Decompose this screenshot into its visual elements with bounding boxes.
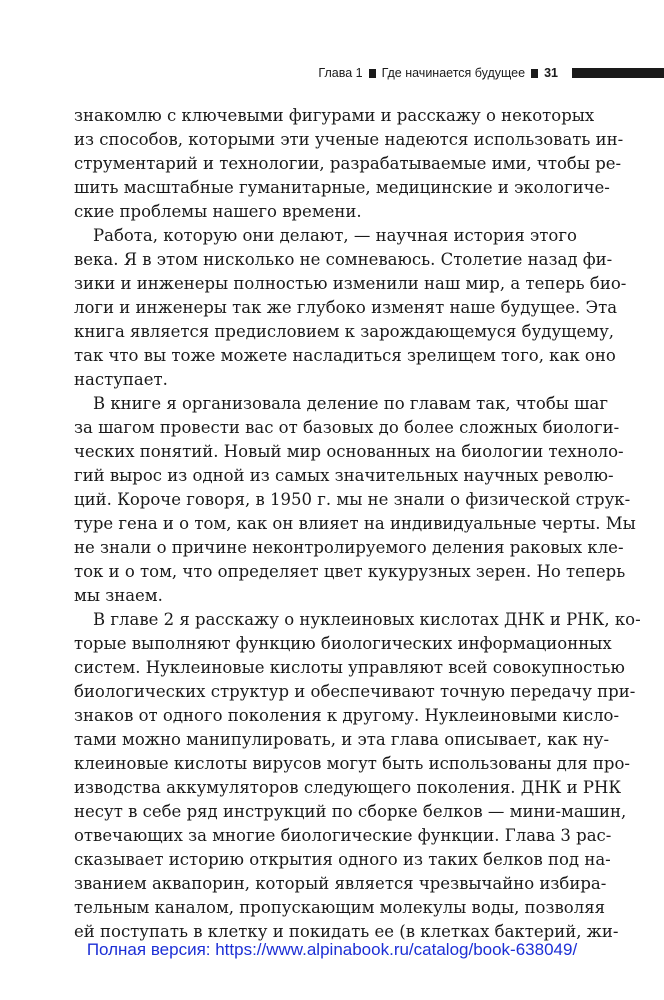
- paragraph: [74, 224, 627, 392]
- paragraph: [74, 392, 636, 608]
- text-line: тельным каналом, пропускающим молекулы воды, позволяя: [74, 898, 606, 917]
- text-line: туре гена и о том, как он влияет на индивидуальные черты. Мы: [74, 514, 636, 533]
- text-line: тами можно манипулировать, и эта глава описывает, как ну-: [74, 730, 610, 749]
- text-line: ций. Короче говоря, в 1950 г. мы не знали о физической струк-: [74, 490, 631, 509]
- full-version-link[interactable]: Полная версия: https://www.alpinabook.ru/catalog/book-638049/: [86, 940, 578, 959]
- text-line: века. Я в этом нисколько не сомневаюсь. Столетие назад фи-: [74, 250, 613, 269]
- page-number: 31: [544, 66, 558, 80]
- text-line: изводства аккумуляторов следующего поколения. ДНК и РНК: [74, 778, 622, 797]
- text-line: книга является предисловием к зарождающемуся будущему,: [74, 322, 615, 341]
- text-line: за шагом провести вас от базовых до более сложных биологи-: [74, 418, 620, 437]
- header-bar: [572, 68, 664, 78]
- text-line: логи и инженеры так же глубоко изменят наше будущее. Эта: [74, 298, 618, 317]
- header-separator-square: [369, 69, 376, 78]
- text-line: торые выполняют функцию биологических информационных: [74, 634, 612, 653]
- text-line: наступает.: [74, 370, 168, 389]
- header-text: [318, 64, 558, 82]
- header-title: Где начинается будущее: [381, 66, 526, 80]
- text-line: из способов, которыми эти ученые надеются использовать ин-: [74, 130, 624, 149]
- text-line: знакомлю с ключевыми фигурами и расскажу о некоторых: [74, 106, 595, 125]
- text-line: струментарий и технологии, разрабатываемые ими, чтобы ре-: [74, 154, 622, 173]
- text-line: Работа, которую они делают, — научная история этого: [93, 226, 577, 245]
- text-line: так что вы тоже можете насладиться зрелищем того, как оно: [74, 346, 616, 365]
- text-line: В главе 2 я расскажу о нуклеиновых кислотах ДНК и РНК, ко-: [93, 610, 641, 629]
- text-line: сказывает историю открытия одного из таких белков под на-: [74, 850, 611, 869]
- paragraph: [74, 104, 624, 224]
- text-line: систем. Нуклеиновые кислоты управляют всей совокупностью: [74, 658, 625, 677]
- text-line: несут в себе ряд инструкций по сборке белков — мини-машин,: [74, 802, 627, 821]
- text-line: В книге я организовала деление по главам так, чтобы шаг: [93, 394, 608, 413]
- paragraph: [74, 608, 641, 944]
- text-line: ток и о том, что определяет цвет кукурузных зерен. Но теперь: [74, 562, 626, 581]
- header-chapter: Глава 1: [318, 66, 363, 80]
- text-line: ей поступать в клетку и покидать ее (в клетках бактерий, жи-: [74, 922, 619, 941]
- header-separator-square: [531, 69, 538, 78]
- text-line: знаков от одного поколения к другому. Нуклеиновыми кисло-: [74, 706, 620, 725]
- body-text: [74, 104, 641, 944]
- text-line: ские проблемы нашего времени.: [74, 202, 362, 221]
- text-line: зики и инженеры полностью изменили наш мир, а теперь био-: [74, 274, 627, 293]
- text-line: званием аквапорин, который является чрезвычайно избира-: [74, 874, 607, 893]
- text-line: ческих понятий. Новый мир основанных на биологии техноло-: [74, 442, 624, 461]
- running-header: [0, 64, 664, 82]
- text-line: гий вырос из одной из самых значительных научных револю-: [74, 466, 614, 485]
- text-line: не знали о причине неконтролируемого деления раковых кле-: [74, 538, 624, 557]
- text-line: биологических структур и обеспечивают точную передачу при-: [74, 682, 636, 701]
- text-line: клеиновые кислоты вирусов могут быть использованы для про-: [74, 754, 631, 773]
- text-line: шить масштабные гуманитарные, медицинские и экологиче-: [74, 178, 610, 197]
- text-line: отвечающих за многие биологические функции. Глава 3 рас-: [74, 826, 612, 845]
- text-line: мы знаем.: [74, 586, 163, 605]
